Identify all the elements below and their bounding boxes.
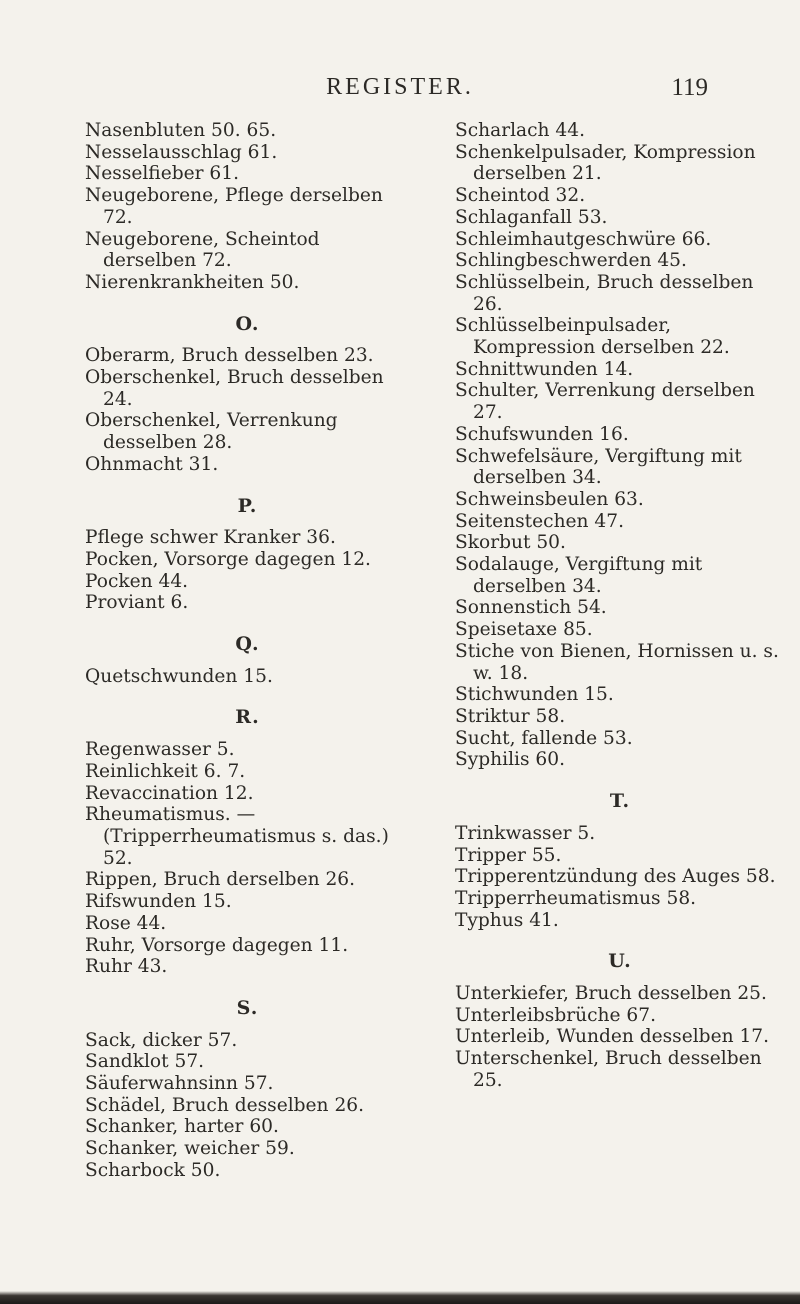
- index-entry: Oberschenkel, Bruch desselben 24.: [85, 367, 384, 410]
- index-entry: Typhus 41.: [455, 909, 559, 931]
- index-entry: Skorbut 50.: [455, 532, 566, 554]
- section-letter: Q.: [235, 633, 260, 656]
- section-letter: R.: [235, 706, 260, 729]
- section-letter: T.: [609, 790, 631, 813]
- left-column: [85, 120, 410, 1182]
- index-entry: Schlüsselbein, Bruch desselben 26.: [455, 271, 754, 315]
- index-entry: Pflege schwer Kranker 36.: [85, 527, 336, 549]
- index-entry: Pocken, Vorsorge dagegen 12.: [85, 548, 371, 570]
- index-entry: Schlaganfall 53.: [455, 206, 608, 228]
- index-entry: Schulter, Verrenkung derselben 27.: [455, 380, 755, 424]
- index-entry: Scheintod 32.: [455, 185, 586, 207]
- index-entry: Unterleibsbrüche 67.: [455, 1004, 656, 1026]
- index-entry: Ohnmacht 31.: [85, 453, 219, 475]
- index-entry: Schufswunden 16.: [455, 423, 629, 445]
- index-entry: Neugeborene, Pflege derselben 72.: [85, 185, 383, 228]
- index-entry: Tripperrheumatismus 58.: [455, 887, 697, 909]
- index-entry: Striktur 58.: [455, 705, 566, 727]
- index-entry: Schweinsbeulen 63.: [455, 488, 644, 510]
- index-entry: Speisetaxe 85.: [455, 619, 593, 641]
- right-column: [455, 120, 785, 1092]
- section-letter: P.: [237, 494, 258, 517]
- index-entry: Scharlach 44.: [455, 120, 586, 141]
- index-entry: Unterkiefer, Bruch desselben 25.: [455, 983, 767, 1005]
- index-entry: Scharbock 50.: [85, 1159, 221, 1181]
- index-entry: Stiche von Bienen, Hornissen u. s. w. 18.: [455, 640, 779, 684]
- index-entry: Quetschwunden 15.: [85, 665, 273, 687]
- index-entry: Schanker, harter 60.: [85, 1116, 279, 1138]
- index-entry: Schenkelpulsader, Kompression derselben 21.: [455, 141, 756, 185]
- section-letter: S.: [236, 996, 259, 1019]
- index-entry: Rippen, Bruch derselben 26.: [85, 869, 356, 891]
- index-entry: Trinkwasser 5.: [455, 822, 596, 844]
- index-entry: Schleimhautgeschwüre 66.: [455, 228, 712, 250]
- index-entry: Tripperentzündung des Auges 58.: [455, 866, 776, 888]
- section-letter: U.: [608, 950, 632, 973]
- index-entry: Sucht, fallende 53.: [455, 727, 633, 749]
- page-edge-shadow: [0, 1291, 800, 1304]
- index-entry: Reinlichkeit 6. 7.: [85, 760, 246, 782]
- index-entry: Sodalauge, Vergiftung mit derselben 34.: [455, 554, 703, 597]
- index-entry: Sack, dicker 57.: [85, 1029, 238, 1051]
- index-entry: Schlüsselbeinpulsader, Kompression derselben 22.: [455, 315, 730, 359]
- index-entry: Unterleib, Wunden desselben 17.: [455, 1026, 770, 1048]
- index-entry: Schädel, Bruch desselben 26.: [85, 1094, 365, 1116]
- running-head: REGISTER.: [326, 74, 474, 100]
- page-number: 119: [671, 74, 708, 101]
- index-entry: Schanker, weicher 59.: [85, 1138, 295, 1160]
- index-entry: Neugeborene, Scheintod derselben 72.: [85, 228, 320, 272]
- index-entry: Unterschenkel, Bruch desselben 25.: [455, 1048, 762, 1091]
- index-entry: Schwefelsäure, Vergiftung mit derselben 34.: [455, 445, 742, 489]
- section-letter: O.: [235, 312, 260, 335]
- index-entry: Rose 44.: [85, 912, 167, 934]
- index-entry: Nierenkrankheiten 50.: [85, 271, 300, 293]
- page-header: [0, 74, 800, 114]
- index-entry: Seitenstechen 47.: [455, 510, 625, 532]
- index-entry: Oberschenkel, Verrenkung desselben 28.: [85, 410, 338, 454]
- index-entry: Nasenbluten 50. 65.: [85, 120, 277, 141]
- index-entry: Tripper 55.: [455, 844, 562, 866]
- index-entry: Proviant 6.: [85, 592, 189, 614]
- index-entry: Pocken 44.: [85, 570, 189, 592]
- index-entry: Rifswunden 15.: [85, 891, 232, 913]
- index-entry: Ruhr 43.: [85, 956, 168, 978]
- index-entry: Oberarm, Bruch desselben 23.: [85, 345, 374, 367]
- index-entry: Sandklot 57.: [85, 1051, 205, 1073]
- index-entry: Rheumatismus. — (Tripperrheumatismus s. das.) 52.: [85, 804, 389, 869]
- index-entry: Schlingbeschwerden 45.: [455, 250, 687, 272]
- index-entry: Schnittwunden 14.: [455, 358, 634, 380]
- index-entry: Säuferwahnsinn 57.: [85, 1073, 274, 1095]
- index-entry: Ruhr, Vorsorge dagegen 11.: [85, 934, 349, 956]
- index-entry: Nesselausschlag 61.: [85, 141, 278, 163]
- index-entry: Nesselfieber 61.: [85, 163, 239, 185]
- index-entry: Stichwunden 15.: [455, 684, 614, 706]
- index-entry: Syphilis 60.: [455, 749, 565, 771]
- index-entry: Sonnenstich 54.: [455, 597, 607, 619]
- index-entry: Revaccination 12.: [85, 782, 254, 804]
- index-entry: Regenwasser 5.: [85, 739, 235, 761]
